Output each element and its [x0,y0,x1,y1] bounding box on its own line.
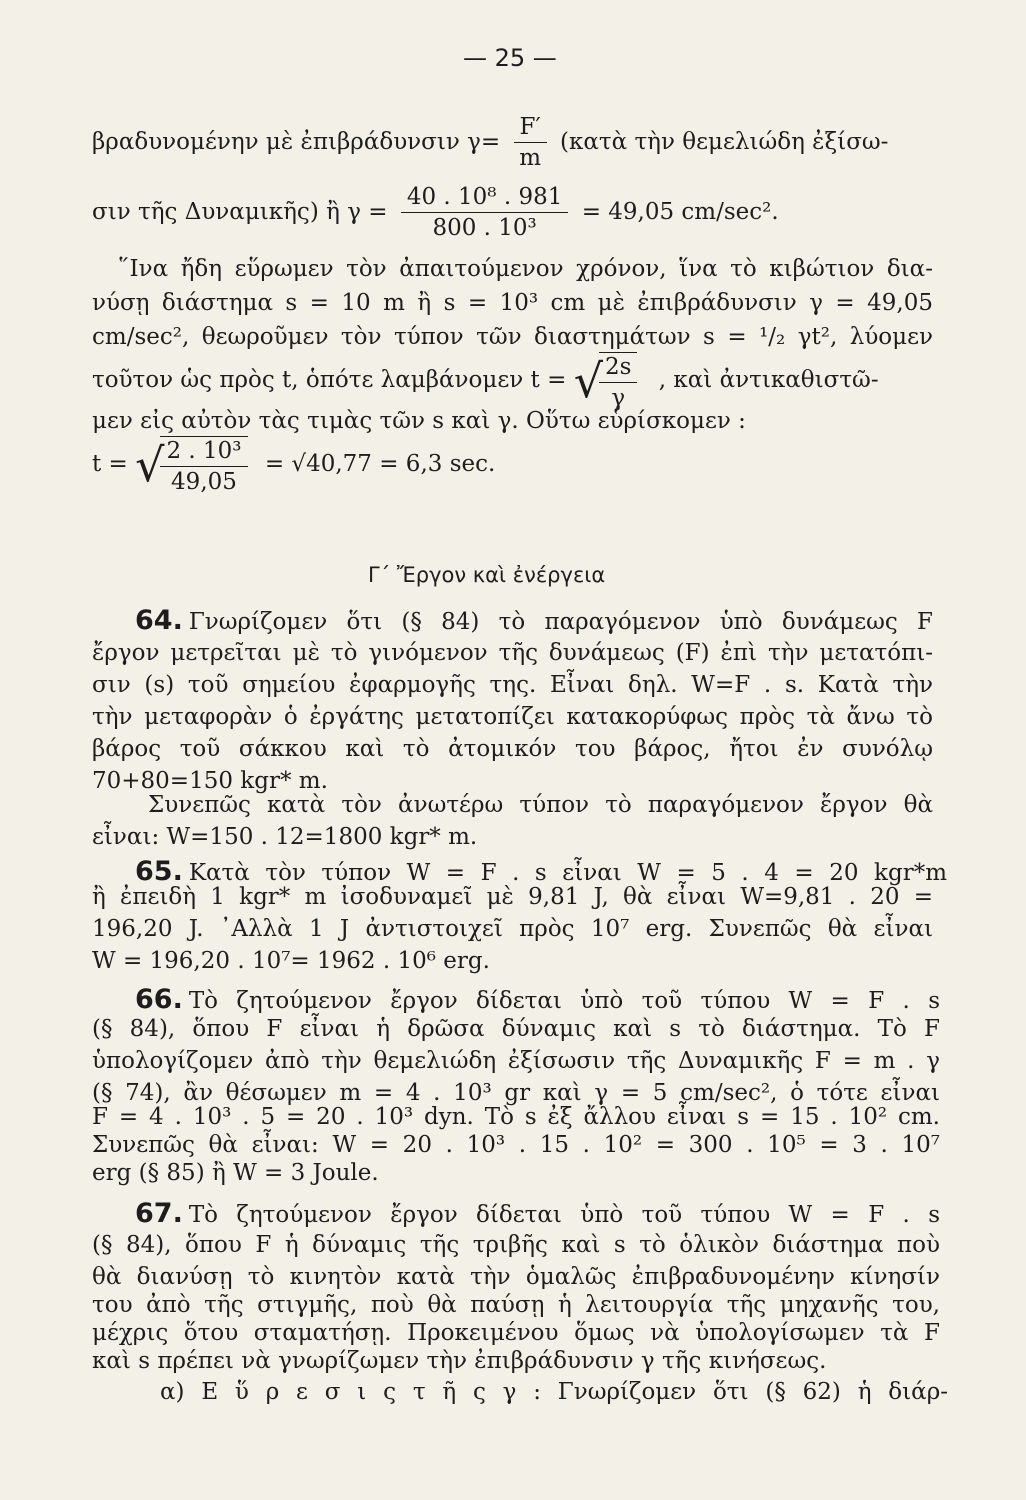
exercise-number: 65. [135,856,183,887]
text-line: ῞Ινα ἤδη εὕρωμεν τὸν ἀπαιτούμενον χρόνον, ἵνα τὸ κιβώτιον δια- [118,256,933,282]
paragraph-first-line: 66. Τὸ ζητούμενον ἔργον δίδεται ὑπὸ τοῦ τύπου W = F . s [135,984,940,1015]
text-line: νύσῃ διάστημα s = 10 m ἢ s = 10³ cm μὲ ἐπιβράδυνσιν γ = 49,05 [92,290,933,316]
text-line: Συνεπῶς θὰ εἶναι: W = 20 . 10³ . 15 . 10² = 300 . 10⁵ = 3 . 10⁷ [92,1132,940,1158]
radical-sign-icon: √ [135,438,165,492]
fraction-numerator: 40 . 10⁸ . 981 [401,186,569,213]
fraction [514,116,547,170]
text-line: (§ 84), ὅπου F εἶναι ἡ δρῶσα δύναμις καὶ s τὸ διάστημα. Τὸ F [92,1016,940,1042]
exercise-number: 66. [135,984,183,1015]
fraction [160,440,247,494]
text-fragment: βραδυνομένην μὲ ἐπιβράδυνσιν γ= [92,129,501,155]
text-fragment: = 49,05 cm/sec². [581,199,779,225]
text-line: 196,20 J. ᾿Αλλὰ 1 J ἀντιστοιχεῖ πρὸς 10⁷ erg. Συνεπῶς θὰ εἶναι [92,916,933,942]
fraction-numerator: F′ [514,116,547,143]
section-heading: Γ´ Ἔργον καὶ ἐνέργεια [368,563,606,587]
text-line: μέχρις ὅτου σταματήσῃ. Προκειμένου ὅμως νὰ ὑπολογίσωμεν τὰ F [92,1320,940,1346]
paragraph-first-line: 64. Γνωρίζομεν ὅτι (§ 84) τὸ παραγόμενον ὑπὸ δυνάμεως F [135,605,933,636]
text-fragment: σιν τῆς Δυναμικῆς) ἢ γ = [92,199,388,225]
exercise-number: 64. [135,605,183,636]
text-line: Συνεπῶς κατὰ τὸν ἀνωτέρω τύπον τὸ παραγόμενον ἔργον θὰ [148,792,933,818]
fraction-denominator: m [519,145,542,171]
page-number: — 25 — [463,44,557,72]
text-line [92,436,495,494]
radical-sign-icon: √ [573,354,603,408]
text-line: θὰ διανύσῃ τὸ κινητὸν κατὰ τὴν ὁμαλῶς ἐπιβραδυνομένην κίνησίν [92,1264,940,1290]
text-line: βάρος τοῦ σάκκου καὶ τὸ ἀτομικόν του βάρος, ἤτοι ἐν συνόλῳ [92,736,933,762]
text-line: εἶναι: W=150 . 12=1800 kgr* m. [92,824,478,850]
text-line: μεν εἰς αὐτὸν τὰς τιμὰς τῶν s καὶ γ. Οὕτω εὑρίσκομεν : [92,408,746,434]
text-line: τὴν μεταφορὰν ὁ ἐργάτης μετατοπίζει κατακορύφως πρὸς τὰ ἄνω τὸ [92,704,933,730]
text-line: 70+80=150 kgr* m. [92,768,328,794]
paragraph-first-line: 67. Τὸ ζητούμενον ἔργον δίδεται ὑπὸ τοῦ τύπου W = F . s [135,1198,940,1229]
fraction-numerator: 2 . 10³ [160,440,247,467]
square-root [574,352,638,410]
text-line: cm/sec², θεωροῦμεν τὸν τύπον τῶν διαστημάτων s = ¹/₂ γt², λύομεν [92,324,933,350]
text-fragment: , καὶ ἀντικαθιστῶ- [658,367,879,393]
text-line: ἢ ἐπειδὴ 1 kgr* m ἰσοδυναμεῖ μὲ 9,81 J, θὰ εἶναι W=9,81 . 20 = [92,884,933,910]
fraction [401,186,569,240]
text-fragment: = √40,77 = 6,3 sec. [264,451,496,477]
square-root [135,436,247,494]
fraction-denominator: 800 . 10³ [432,215,537,241]
text-line [92,352,879,410]
text-line: (§ 74), ἂν θέσωμεν m = 4 . 10³ gr καὶ γ = 5 cm/sec², ὁ τότε εἶναι [92,1080,940,1106]
text-line: του ἀπὸ τῆς στιγμῆς, ποὺ θὰ παύσῃ ἡ λειτουργία τῆς μηχανῆς του, [92,1292,940,1318]
text-line [92,116,888,170]
fraction-denominator: γ [611,385,626,411]
text-fragment: τοῦτον ὡς πρὸς t, ὁπότε λαμβάνομεν t = [92,367,567,393]
text-line: F = 4 . 10³ . 5 = 20 . 10³ dyn. Τὸ s ἐξ ἄλλου εἶναι s = 15 . 10² cm. [92,1104,940,1130]
fraction-denominator: 49,05 [171,469,237,495]
text-line: ὑπολογίζομεν ἀπὸ τὴν θεμελιώδη ἐξίσωσιν τῆς Δυναμικῆς F = m . γ [92,1048,940,1074]
exercise-number: 67. [135,1198,183,1229]
text-line: ἔργον μετρεῖται μὲ τὸ γινόμενον τῆς δυνάμεως (F) ἐπὶ τὴν μετατόπι- [92,640,933,666]
text-line: καὶ s πρέπει νὰ γνωρίζωμεν τὴν ἐπιβράδυνσιν γ τῆς κινήσεως. [92,1348,827,1374]
text-line: (§ 84), ὅπου F ἡ δύναμις τῆς τριβῆς καὶ s τὸ ὁλικὸν διάστημα ποὺ [92,1232,940,1258]
text-line [92,186,779,240]
text-fragment: (κατὰ τὴν θεμελιώδη ἐξίσω- [560,129,889,155]
text-line: σιν (s) τοῦ σημείου ἐφαρμογῆς της. Εἶναι δηλ. W=F . s. Κατὰ τὴν [92,672,933,698]
text-line: α) Ε ὕ ρ ε σ ι ς τ ῆ ς γ : Γνωρίζομεν ὅτι (§ 62) ἡ διάρ- [160,1379,948,1405]
text-line: erg (§ 85) ἢ W = 3 Joule. [92,1160,379,1186]
fraction [599,356,637,410]
paragraph-first-line: 65. Κατὰ τὸν τύπον W = F . s εἶναι W = 5 . 4 = 20 kgr*m [135,856,947,887]
text-line: W = 196,20 . 10⁷= 1962 . 10⁶ erg. [92,948,490,974]
fraction-numerator: 2s [599,356,637,383]
text-fragment: t = [92,451,128,477]
